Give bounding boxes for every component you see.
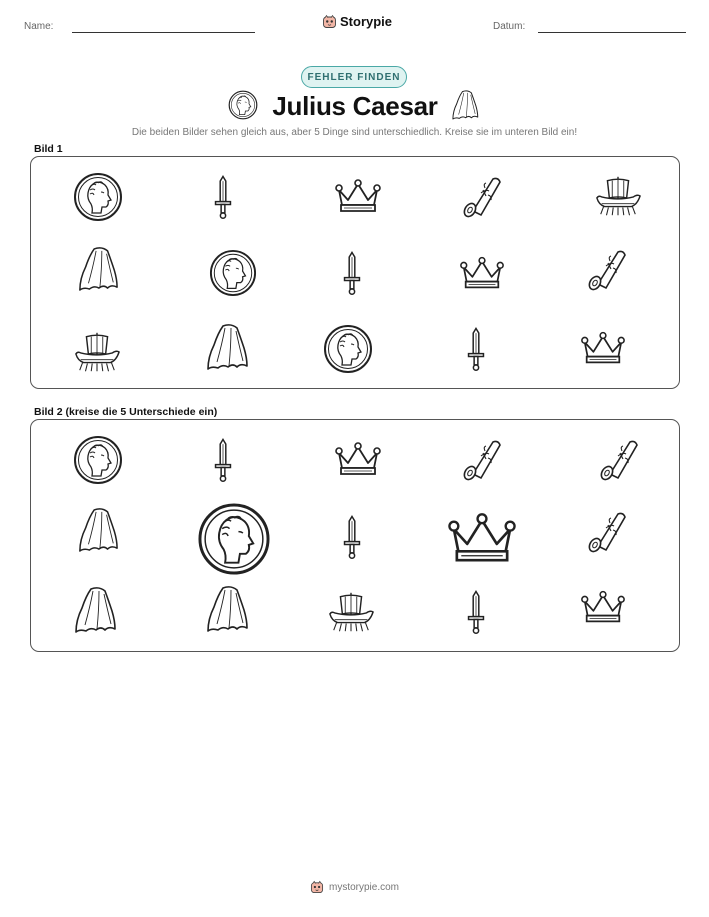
footer-url[interactable]: mystorypie.com (328, 881, 399, 893)
footer (0, 880, 709, 894)
coin-icon[interactable] (73, 435, 123, 485)
scroll-icon[interactable] (584, 506, 628, 556)
crown-icon[interactable] (458, 254, 506, 292)
coin-icon[interactable] (323, 324, 373, 374)
brand-name: Storypie (340, 14, 393, 29)
storypie-logo-icon (322, 14, 337, 29)
crown-icon[interactable] (333, 440, 383, 478)
name-label: Name: (24, 21, 54, 32)
scroll-icon[interactable] (596, 434, 640, 484)
toga-icon[interactable] (205, 322, 249, 372)
crown-icon[interactable] (445, 510, 519, 566)
date-field[interactable] (538, 32, 686, 33)
storypie-logo-icon (310, 880, 324, 894)
sword-icon[interactable] (209, 173, 237, 221)
sword-icon[interactable] (209, 436, 237, 484)
name-field[interactable] (72, 32, 255, 33)
brand-logo (322, 14, 392, 29)
instructions: Die beiden Bilder sehen gleich aus, aber 5 Dinge sind unterschiedlich. Kreise sie im unteren Bild ein! (131, 127, 578, 138)
picture-2-panel (30, 419, 680, 652)
sword-icon[interactable] (462, 588, 490, 636)
page-title: Julius Caesar (272, 90, 438, 121)
ship-icon[interactable] (73, 330, 121, 374)
worksheet-type-badge: FEHLER FINDEN (301, 66, 407, 88)
sword-icon[interactable] (338, 249, 366, 297)
sword-icon[interactable] (462, 325, 490, 373)
toga-icon (451, 89, 479, 121)
picture-1-label: Bild 1 (34, 143, 63, 155)
picture-1-panel (30, 156, 680, 389)
coin-icon[interactable] (73, 172, 123, 222)
coin-icon (228, 90, 258, 120)
scroll-icon[interactable] (459, 434, 503, 484)
toga-icon[interactable] (77, 245, 119, 293)
coin-icon[interactable] (197, 502, 271, 576)
toga-icon[interactable] (205, 584, 249, 634)
crown-icon[interactable] (333, 177, 383, 215)
ship-icon[interactable] (327, 590, 375, 634)
ship-icon[interactable] (594, 174, 642, 218)
sword-icon[interactable] (338, 513, 366, 561)
crown-icon[interactable] (579, 588, 627, 626)
scroll-icon[interactable] (584, 244, 628, 294)
scroll-icon[interactable] (459, 171, 503, 221)
picture-2-label: Bild 2 (kreise die 5 Unterschiede ein) (34, 406, 218, 418)
crown-icon[interactable] (579, 329, 627, 367)
date-label: Datum: (493, 21, 526, 32)
toga-icon[interactable] (73, 585, 117, 635)
toga-icon[interactable] (77, 506, 119, 554)
coin-icon[interactable] (209, 249, 257, 297)
